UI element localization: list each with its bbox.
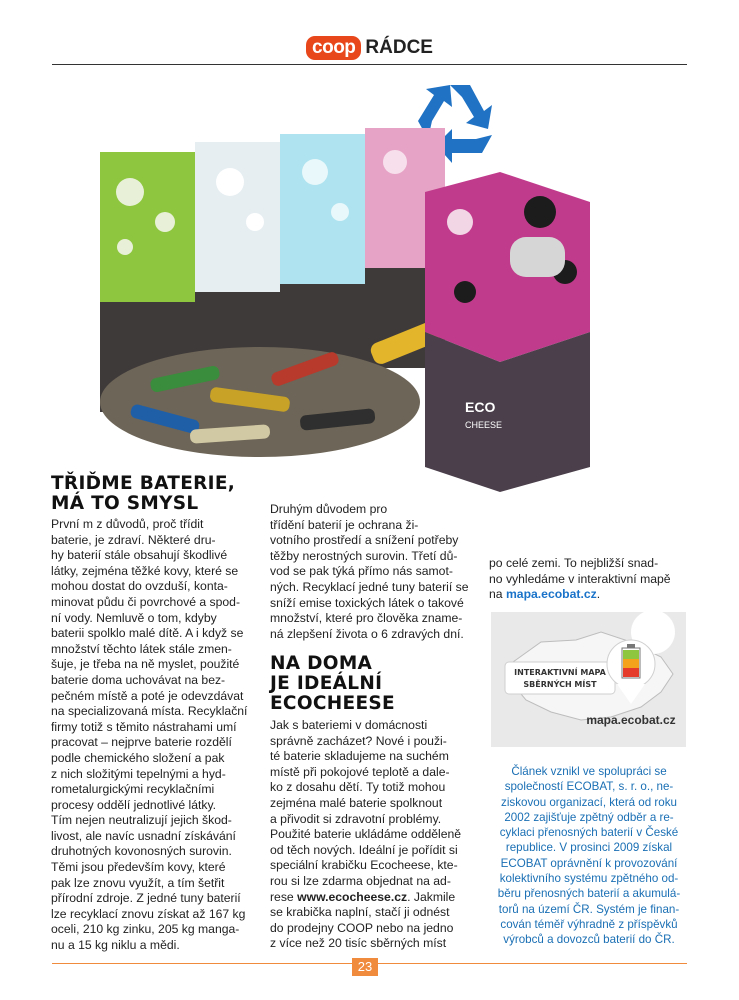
page-number: 23 (352, 958, 378, 976)
cyan-eco-box (280, 134, 365, 384)
magenta-eco-box (425, 172, 590, 492)
interactive-map-ad[interactable] (491, 612, 686, 747)
map-ad-title-line1: INTERAKTIVNÍ MAPA (514, 668, 606, 677)
map-ad-url: mapa.ecobat.cz (586, 713, 676, 727)
ecocheese-link[interactable]: www.ecocheese.cz (297, 889, 408, 904)
body-text-column2: Druhým důvodem pro třídění baterií je ochrana ži- votního prostředí a snížení potřeby těžby nerostných surovin. Třetí dů- vod se pak týká přímo nás samot- ných. Recyklací jedné tuny baterií se sníží emise toxických látek o takové množství, které pro člověka zname- ná zlepšení života o 6 zdravých dní. (270, 502, 469, 641)
ecobat-note: Článek vznikl ve spolupráci se společností ECOBAT, s. r. o., ne- ziskovou organizací, která od roku 2002 zajišťuje zpětný odběr a re- cyklaci přenosných baterií v České republice. V prosinci 2009 získal ECOBAT oprávnění k provozování kolektivního systému zpětného od- běru přenosných baterií a akumulá- torů na území ČR. Systém je finan- cován téměř výhradně z příspěvků výrobců a dovozců baterií do ČR. (497, 765, 681, 947)
ecocheese-text-a: Jak s bateriemi v domácnosti správně zacházet? Nové i použi- té baterie skladujeme na suchém místě při pokojové teplotě a dale- ko z dosahu dětí. Ty totiž mohou zejména malé baterie spolknout a přivodit si zdravotní problémy. Použité baterie ukládáme odděleně od těch nových. Ideální je pořídit si speciální krabičku Ecocheese, kte- rou si lze zdarma objednat na ad- rese (270, 718, 462, 904)
ecocheese-text-b: . Jakmile se krabička naplní, stačí ji odnést do prodejny COOP nebo na jedno z více než 20 tisíc sběrných míst (270, 889, 456, 951)
hero-image (70, 72, 670, 492)
box-label-cheese: CHEESE (465, 420, 503, 430)
map-ad-title-line2: SBĚRNÝCH MÍST (523, 680, 597, 689)
body-text-column1: První m z důvodů, proč třídit baterie, je zdraví. Některé dru- hy baterií stále obsahují škodlivé látky, zejména těžké kovy, které se mohou dostat do ovzduší, konta- minovat půdu či povrchové a spod- ní vody. Nemluvě o tom, kdyby baterii spolklo malé dítě. A i když se množství těchto látek stále zmen- šuje, je třeba na ně myslet, použité baterie doma uchovávat na bez- pečném místě a poté je odevzdávat na specializovaná místa. Recyklační firmy totiž s těmito nástrahami umí pracovat – nejprve baterie rozdělí podle chemického složení a pak z nich složitými tepelnými a hyd- rometalurgickými recyklačními procesy oddělí jednotlivé látky. Tím nejen neutralizují jejich škod- livost, ale navíc usnadní získávání druhotných kovonosných surovin. Těmi jsou především kovy, které pak lze znovu využít, a tím šetřit přírodní zdroje. Z jedné tuny baterií lze recyklací znovu získat až 167 kg oceli, 210 kg zinku, 205 kg manga- nu a 15 kg niklu a mědi. (51, 517, 248, 953)
ecobat-map-link[interactable]: mapa.ecobat.cz (505, 587, 597, 602)
magazine-title: RÁDCE (365, 37, 433, 58)
czech-map-icon (491, 612, 686, 747)
body-text-ecocheese (270, 718, 473, 952)
body-text-column3 (489, 556, 689, 603)
header-brand (0, 36, 739, 60)
map-text-b: . (596, 587, 601, 602)
header-divider (52, 64, 687, 65)
heading-ecocheese: NA DOMA JE IDEÁLNÍ ECOCHEESE (270, 653, 395, 714)
map-text-a: po celé zemi. To nejbližší snad- no vyhledáme v interaktivní mapě na (489, 556, 671, 602)
coop-logo: coop (306, 36, 361, 60)
heading-sort-batteries: TŘIĎME BATERIE, MÁ TO SMYSL (51, 473, 236, 514)
box-label-eco: ECO (465, 399, 496, 415)
